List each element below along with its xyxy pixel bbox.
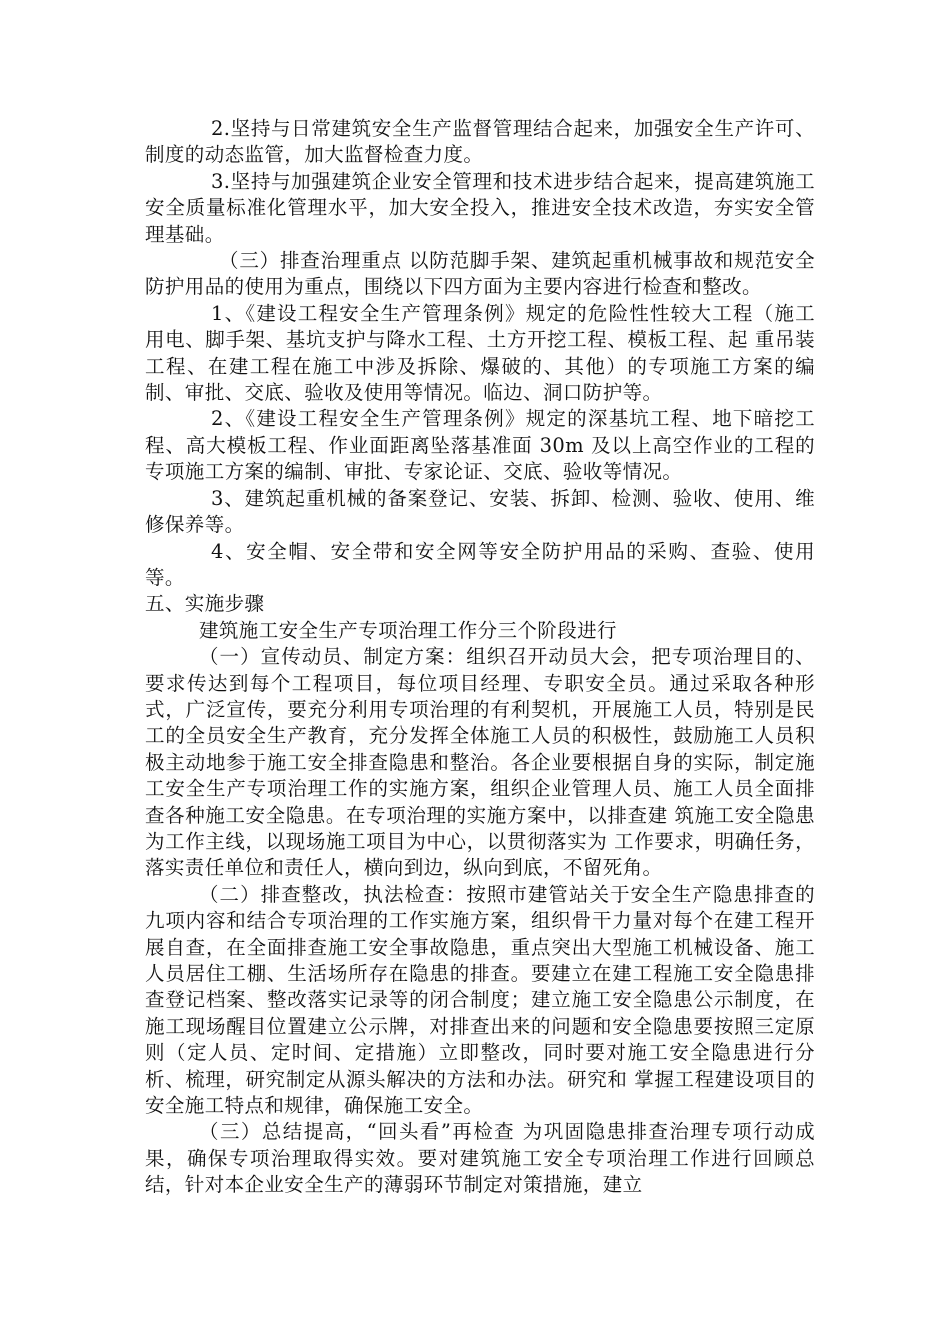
paragraph-item-4: 4、安全帽、安全带和安全网等安全防护用品的采购、查验、使用等。 xyxy=(145,539,815,589)
paragraph-stage-3: （三）总结提高，“回头看”再检查 为巩固隐患排查治理专项行动成果，确保专项治理取得实效。要对建筑施工安全专项治理工作进行回顾总结，针对本企业安全生产的薄弱环节制定对策措施，建立 xyxy=(145,1120,815,1197)
paragraph-item-3: 3、建筑起重机械的备案登记、安装、拆卸、检测、验收、使用、维修保养等。 xyxy=(145,486,815,537)
section-heading-implementation: 五、实施步骤 xyxy=(145,592,265,616)
paragraph-key-focus: （三）排查治理重点 以防范脚手架、建筑起重机械事故和规范安全防护用品的使用为重点，围绕以下四方面为主要内容进行检查和整改。 xyxy=(145,249,815,299)
paragraph-item-1: 1、《建设工程安全生产管理条例》规定的危险性性较大工程（施工 用电、脚手架、基坑支护与降水工程、土方开挖工程、模板工程、起 重吊装工程、在建工程在施工中涉及拆除、爆破的、其他）的专项施工方案的编制、审批、交底、验收及使用等情况。临边、洞口防护等。 xyxy=(145,301,815,405)
paragraph-stages-intro: 建筑施工安全生产专项治理工作分三个阶段进行 xyxy=(199,618,617,642)
paragraph-principle-2: 2.坚持与日常建筑安全生产监督管理结合起来，加强安全生产许可、制度的动态监管，加大监督检查力度。 xyxy=(145,117,815,167)
paragraph-stage-1: （一）宣传动员、制定方案：组织召开动员大会，把专项治理目的、要求传达到每个工程项目，每位项目经理、专职安全员。通过采取各种形式，广泛宣传，要充分利用专项治理的有利契机，开展施工人员，特别是民工的全员安全生产教育，充分发挥全体施工人员的积极性，鼓励施工人员积极主动地参于施工安全排查隐患和整治。各企业要根据自身的实际，制定施工安全生产专项治理工作的实施方案，组织企业管理人员、施工人员全面排查各种施工安全隐患。在专项治理的实施方案中，以排查建 筑施工安全隐患为工作主线，以现场施工项目为中心，以贯彻落实为 工作要求，明确任务，落实责任单位和责任人，横向到边，纵向到底，不留死角。 xyxy=(145,645,815,880)
document-page xyxy=(145,116,815,1199)
paragraph-stage-2: （二）排查整改，执法检查：按照市建管站关于安全生产隐患排查的九项内容和结合专项治理的工作实施方案，组织骨干力量对每个在建工程开展自查，在全面排查施工安全事故隐患，重点突出大型施工机械设备、施工人员居住工棚、生活场所存在隐患的排查。要建立在建工程施工安全隐患排查登记档案、整改落实记录等的闭合制度；建立施工安全隐患公示制度，在施工现场醒目位置建立公示牌，对排查出来的问题和安全隐患要按照三定原则（定人员、定时间、定措施）立即整改，同时要对施工安全隐患进行分析、梳理，研究制定从源头解决的方法和办法。研究和 掌握工程建设项目的安全施工特点和规律，确保施工安全。 xyxy=(145,882,815,1118)
paragraph-principle-3: 3.坚持与加强建筑企业安全管理和技术进步结合起来，提高建筑施工安全质量标准化管理水平，加大安全投入，推进安全技术改造，夯实安全管理基础。 xyxy=(145,169,815,246)
paragraph-item-2: 2、《建设工程安全生产管理条例》规定的深基坑工程、地下暗挖工程、高大模板工程、作业面距离坠落基准面 30m 及以上高空作业的工程的专项施工方案的编制、审批、专家论证、交底、验收等情况。 xyxy=(145,407,815,484)
